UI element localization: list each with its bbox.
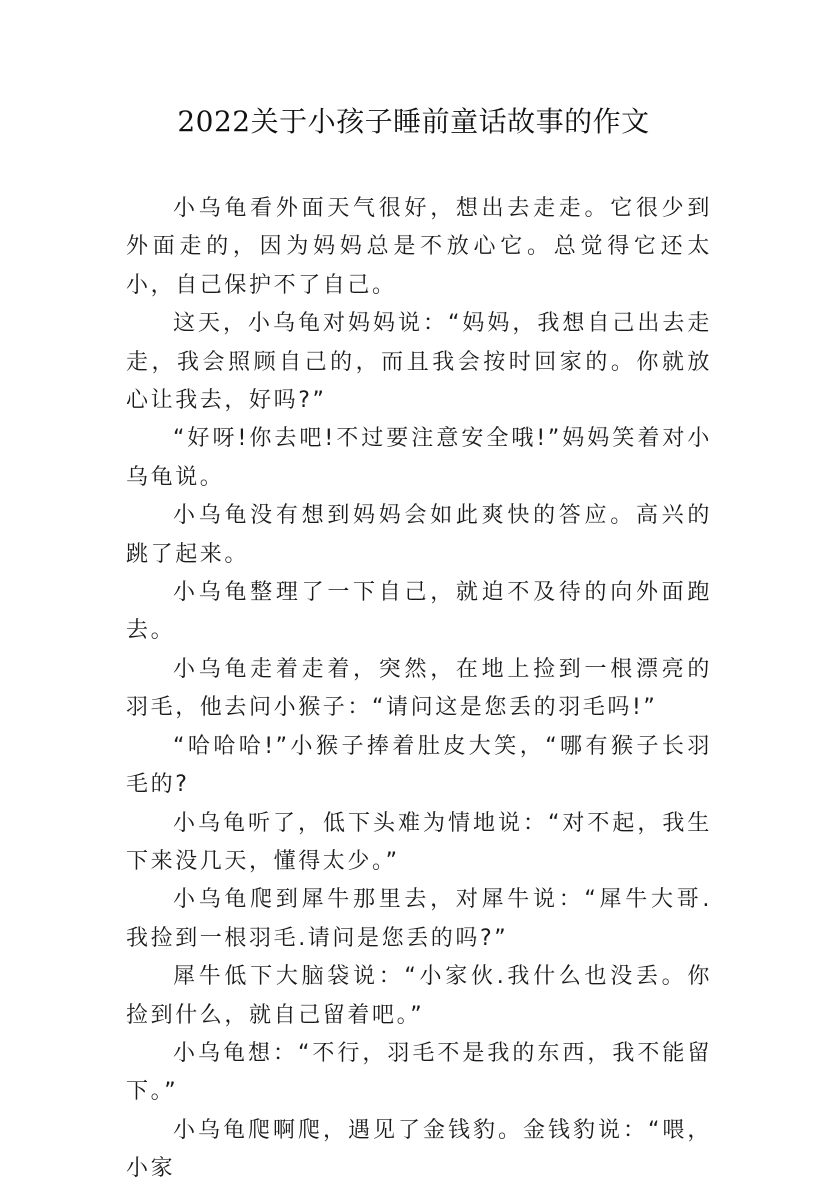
document-body	[126, 190, 712, 1189]
paragraph: 这天，小乌龟对妈妈说：“妈妈，我想自己出去走走，我会照顾自己的，而且我会按时回家的。你就放心让我去，好吗?”	[126, 311, 712, 414]
paragraph: 小乌龟走着走着，突然，在地上捡到一根漂亮的羽毛，他去问小猴子：“请问这是您丢的羽毛吗!”	[126, 656, 712, 721]
paragraph: 小乌龟爬到犀牛那里去，对犀牛说：“犀牛大哥.我捡到一根羽毛.请问是您丢的吗?”	[126, 887, 712, 951]
paragraph: 小乌龟看外面天气很好，想出去走走。它很少到外面走的，因为妈妈总是不放心它。总觉得它还太小，自己保护不了自己。	[126, 196, 712, 298]
paragraph: 小乌龟听了，低下头难为情地说：“对不起，我生下来没几天，懂得太少。”	[126, 810, 712, 874]
paragraph: “好呀!你去吧!不过要注意安全哦!”妈妈笑着对小乌龟说。	[126, 426, 712, 490]
paragraph: 小乌龟整理了一下自己，就迫不及待的向外面跑去。	[126, 580, 712, 644]
paragraph: 犀牛低下大脑袋说：“小家伙.我什么也没丢。你捡到什么，就自己留着吧。”	[126, 964, 712, 1028]
paragraph: 小乌龟爬啊爬，遇见了金钱豹。金钱豹说：“喂，小家	[126, 1117, 712, 1182]
document-title: 2022关于小孩子睡前童话故事的作文	[177, 105, 650, 138]
paragraph: 小乌龟没有想到妈妈会如此爽快的答应。高兴的跳了起来。	[126, 503, 712, 567]
paragraph: “哈哈哈!”小猴子捧着肚皮大笑，“哪有猴子长羽毛的?	[126, 733, 712, 798]
paragraph: 小乌龟想：“不行，羽毛不是我的东西，我不能留下。”	[126, 1040, 712, 1105]
